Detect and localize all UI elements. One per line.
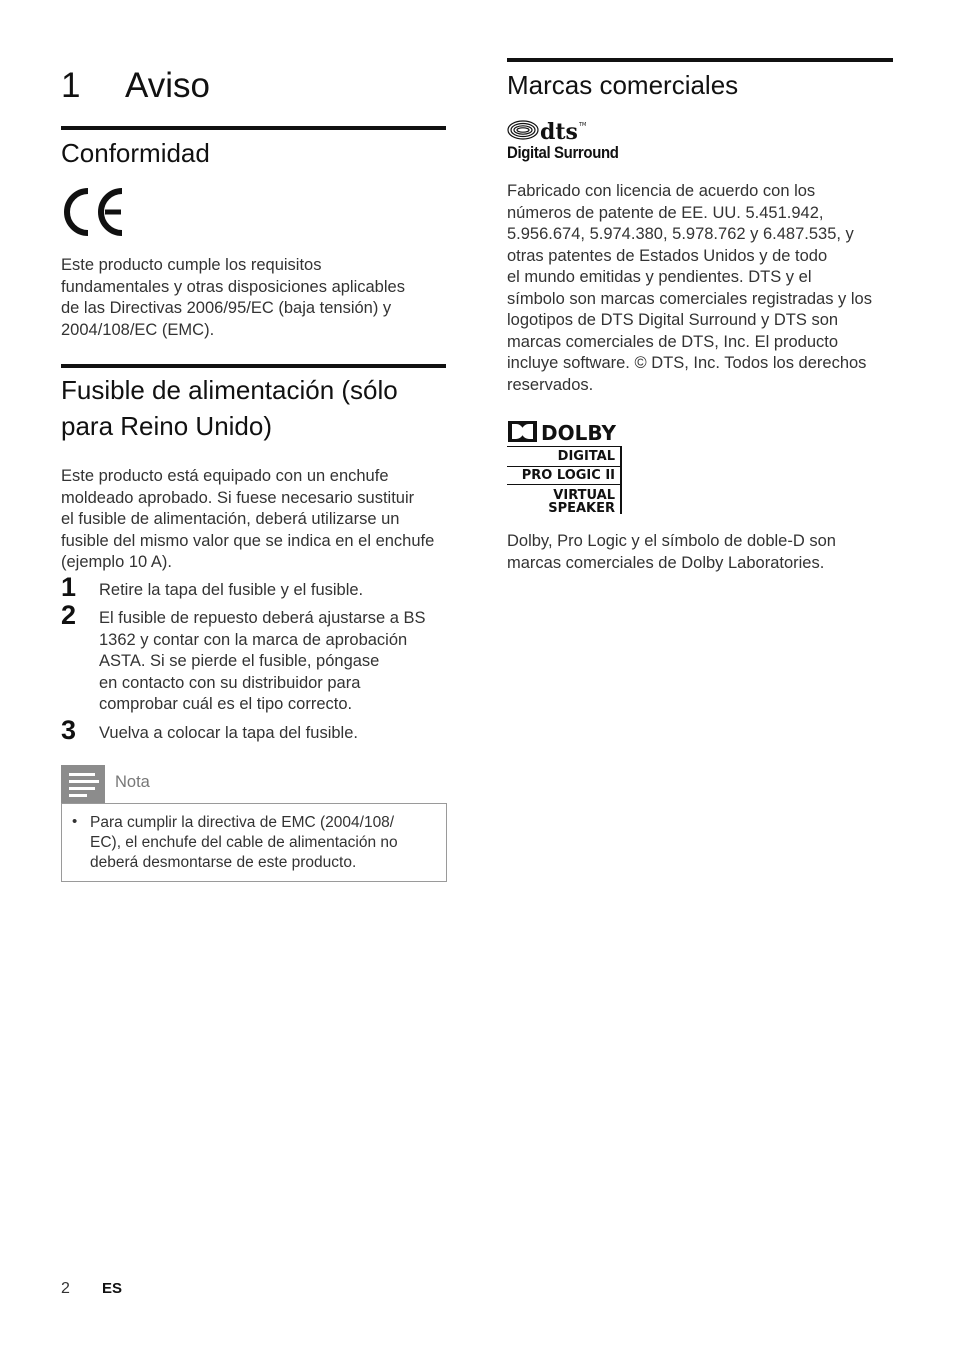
note-bullet: • — [72, 813, 78, 830]
note-text: Para cumplir la directiva de EMC (2004/108/ EC), el enchufe del cable de alimentación no deberá desmontarse de este producto. — [90, 814, 398, 871]
dts-text: Fabricado con licencia de acuerdo con los números de patente de EE. UU. 5.451.942, 5.956.674, 5.974.380, 5.978.762 y 6.487.535, y otras patentes de Estados Unidos y de todo el mundo emitidas y pendientes. DTS y el símbolo son marcas comerciales registradas y los logotipos de DTS Digital Surround y DTS son marcas comerciales de DTS, Inc. El producto incluye software. © DTS, Inc. Todos los derechos reservados. — [507, 182, 872, 394]
dolby-logo — [507, 419, 623, 517]
dolby-row-prologic: PRO LOGIC II — [521, 468, 615, 483]
step-number: 1 — [61, 572, 77, 602]
step-text: El fusible de repuesto deberá ajustarse a BS 1362 y contar con la marca de aprobación ASTA. Si se pierde el fusible, póngase en contacto con su distribuidor para comprobar cuál es el tipo correcto. — [99, 609, 426, 713]
dolby-double-d-icon — [507, 419, 623, 445]
note-lines-icon — [61, 765, 105, 803]
ce-mark-icon — [61, 187, 125, 237]
section-rule — [61, 126, 446, 130]
heading-fusible: Fusible de alimentación (sólo para Reino Unido) — [61, 375, 398, 441]
dolby-row-digital: DIGITAL — [557, 449, 615, 464]
note-label: Nota — [115, 773, 150, 791]
fusible-text: Este producto está equipado con un enchufe moldeado aprobado. Si fuese necesario sustituir el fusible de alimentación, deberá utilizarse un fusible del mismo valor que se indica en el enchufe (ejemplo 10 A). — [61, 467, 435, 571]
language-code: ES — [102, 1280, 123, 1297]
dolby-text: Dolby, Pro Logic y el símbolo de doble-D son marcas comerciales de Dolby Laboratories. — [507, 532, 836, 572]
chapter-name: Aviso — [125, 66, 210, 105]
dolby-row-virtual: VIRTUAL — [553, 488, 615, 503]
step-text: Retire la tapa del fusible y el fusible. — [99, 581, 364, 599]
step-number: 2 — [61, 600, 77, 630]
heading-conformidad: Conformidad — [61, 138, 210, 168]
dts-logo-subtitle: Digital Surround — [507, 143, 619, 162]
dts-logo-icon — [507, 119, 591, 143]
svg-text:DOLBY: DOLBY — [541, 421, 616, 445]
step-number: 3 — [61, 715, 77, 745]
svg-text:TM: TM — [579, 122, 587, 128]
svg-text:dts: dts — [540, 119, 578, 143]
section-rule — [507, 58, 893, 62]
page-number: 2 — [61, 1280, 70, 1297]
chapter-number: 1 — [61, 66, 81, 105]
conformidad-text: Este producto cumple los requisitos fundamentales y otras disposiciones aplicables de las Directivas 2006/95/EC (baja tensión) y 2004/108/EC (EMC). — [61, 256, 405, 339]
chapter-title — [61, 66, 210, 106]
section-rule — [61, 364, 446, 368]
step-text: Vuelva a colocar la tapa del fusible. — [99, 724, 358, 742]
dolby-row-speaker: SPEAKER — [548, 501, 615, 516]
heading-marcas: Marcas comerciales — [507, 70, 739, 100]
